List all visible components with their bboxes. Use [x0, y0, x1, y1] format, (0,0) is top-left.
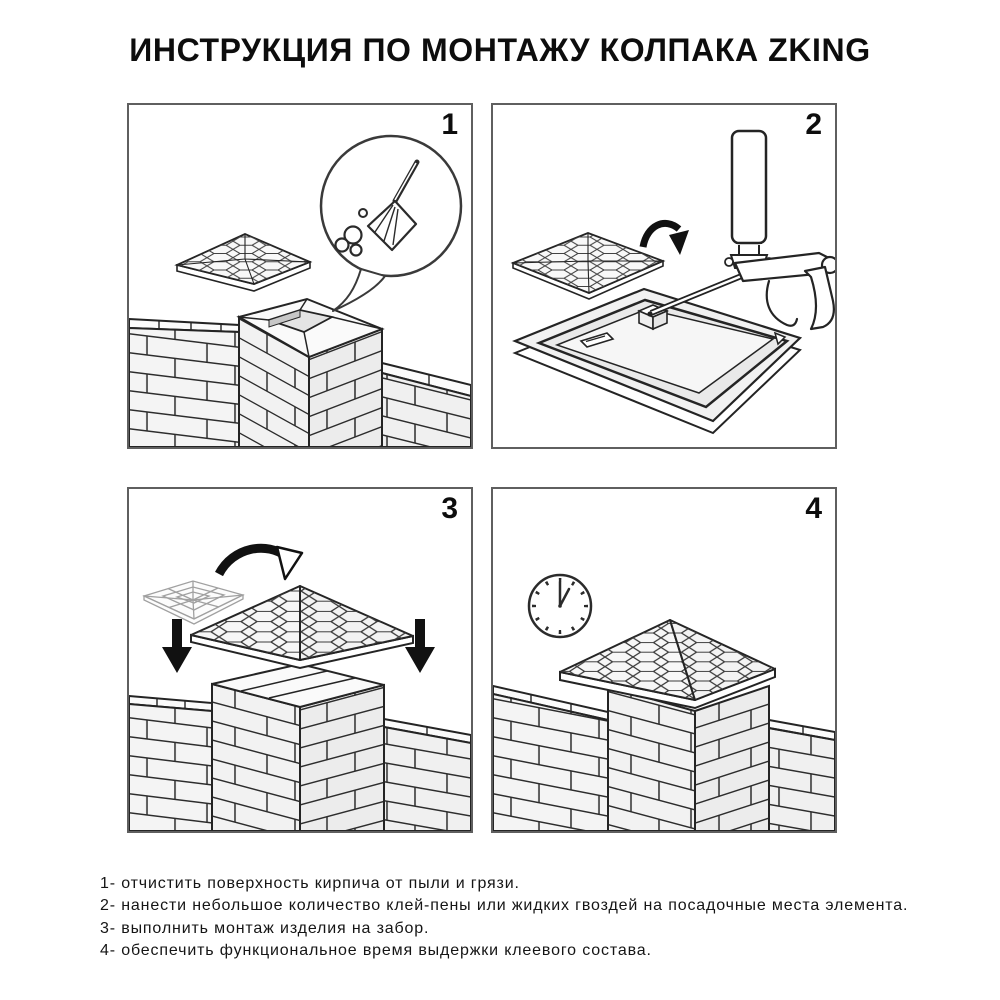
gun-trigger	[767, 281, 797, 326]
instruction-steps	[100, 873, 908, 963]
illustration-step-4	[493, 489, 835, 831]
panel-number-4: 4	[805, 492, 822, 525]
brick-wall-right	[769, 720, 835, 831]
flip-arrow-icon	[643, 223, 689, 255]
flip-arrow-icon	[219, 547, 302, 579]
pillar-cap	[177, 234, 310, 291]
brick-wall-right	[382, 363, 471, 447]
step-panel-1	[127, 103, 473, 449]
illustration-step-1	[129, 105, 471, 447]
brick-wall-left	[493, 686, 608, 831]
brick-wall-left	[129, 319, 239, 447]
step-panel-4	[491, 487, 837, 833]
brick-wall-right	[384, 719, 471, 831]
clock-icon	[529, 575, 591, 637]
down-arrow-icon	[405, 619, 435, 673]
brick-wall-left	[129, 696, 212, 831]
illustration-step-2	[493, 105, 835, 447]
panel-number-3: 3	[441, 492, 458, 525]
brick-pillar	[212, 664, 384, 831]
step-text-1: 1- отчистить поверхность кирпича от пыли и грязи.	[100, 875, 520, 892]
brick-pillar	[608, 686, 769, 831]
brick-pillar	[239, 299, 382, 447]
page-title: ИНСТРУКЦИЯ ПО МОНТАЖУ КОЛПАКА ZKING	[129, 32, 871, 68]
step-text-2: 2- нанести небольшое количество клей-пены или жидких гвоздей на посадочные места элемента.	[100, 897, 909, 915]
gun-handle	[805, 267, 834, 329]
step-text-3: 3- выполнить монтаж изделия на забор.	[100, 919, 430, 937]
step-panel-2	[491, 103, 837, 449]
panel-number-2: 2	[805, 108, 822, 141]
step-panel-3	[127, 487, 473, 833]
foam-canister	[732, 131, 766, 243]
illustration-step-3	[129, 489, 471, 831]
step-text-4: 4- обеспечить функциональное время выдержки клеевого состава.	[100, 942, 652, 960]
panel-number-1: 1	[441, 108, 458, 141]
down-arrow-icon	[162, 619, 192, 673]
